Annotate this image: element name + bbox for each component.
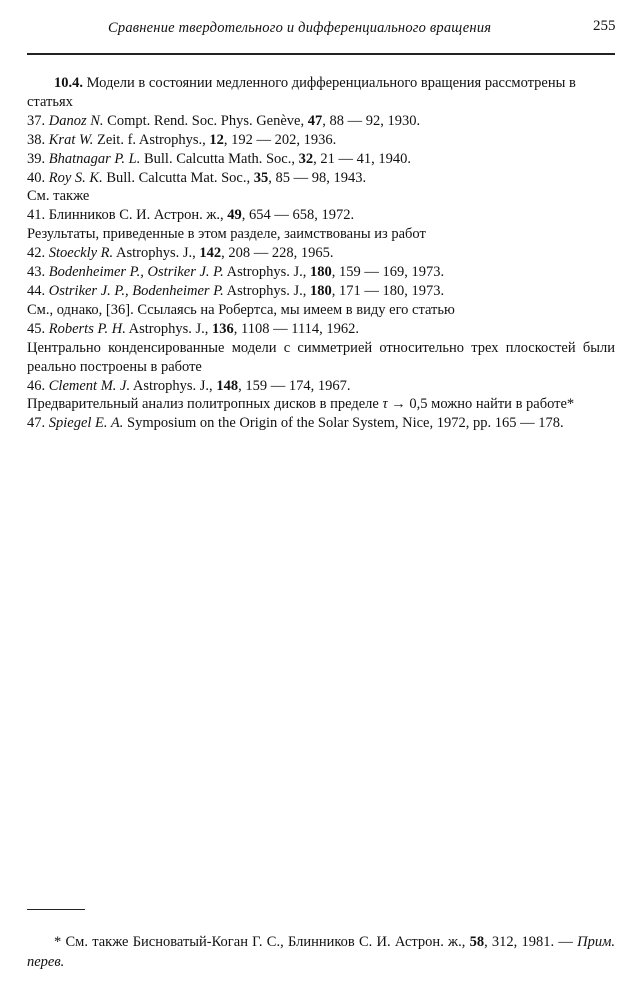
ref-volume: 148: [216, 377, 239, 394]
ref-source: Блинников С. И. Астрон. ж.,: [48, 207, 228, 224]
ref-volume: 180: [310, 282, 332, 299]
ref-volume: 142: [199, 245, 222, 262]
ref-author: Danoz N.: [48, 112, 104, 129]
reference-45: [27, 320, 615, 339]
ref-source: Bull. Calcutta Math. Soc.,: [140, 150, 299, 167]
ref-separator: ,: [140, 264, 148, 281]
ref-author: Stoeckly R.: [48, 245, 114, 262]
reference-38: [27, 131, 615, 150]
ref-volume: 47: [307, 112, 323, 129]
see-also-text: См. также: [27, 188, 90, 205]
reference-42: [27, 244, 615, 263]
ref-pages-year: , 21 — 41, 1940.: [313, 150, 411, 167]
running-header-title: Сравнение твердотельного и дифференциального вращения: [108, 20, 492, 36]
reference-44: [27, 282, 615, 301]
ref-pages-year: , 88 — 92, 1930.: [322, 112, 421, 129]
ref-volume: 180: [310, 264, 332, 281]
section-intro-text: Модели в состоянии медленного дифференциального вращения рассмотрены в статьях: [27, 75, 576, 110]
footnote-text: * См. также Бисноватый-Коган Г. С., Блинников С. И. Астрон. ж.,: [54, 934, 470, 950]
references-body: [27, 74, 615, 433]
footnote-rule: [27, 909, 85, 910]
ref-pages-year: , 85 — 98, 1943.: [268, 169, 367, 186]
ref-pages-year: , 1108 — 1114, 1962.: [233, 320, 360, 337]
ref-author: Roberts P. H.: [48, 320, 126, 337]
ref-author: Bodenheimer P.: [132, 282, 224, 299]
ref-number: 45.: [27, 320, 49, 337]
ref-source: Compt. Rend. Soc. Phys. Genève,: [103, 112, 308, 129]
page-number: 255: [593, 18, 616, 34]
reference-41: [27, 206, 615, 225]
ref-pages-year: , 171 — 180, 1973.: [331, 282, 445, 299]
results-text: Результаты, приведенные в этом разделе, заимствованы из работ: [27, 226, 426, 243]
ref-number: 43.: [27, 264, 49, 281]
reference-39: [27, 150, 615, 169]
ref-pages-year: , 159 — 174, 1967.: [238, 377, 351, 394]
ref-number: 42.: [27, 245, 49, 262]
tau-symbol: τ: [382, 396, 388, 413]
ref-pages-year: , 192 — 202, 1936.: [223, 131, 337, 148]
ref-pages-year: , 159 — 169, 1973.: [331, 264, 445, 281]
ref-volume: 12: [209, 131, 224, 148]
prelim-text: → 0,5 можно найти в работе*: [387, 396, 575, 413]
ref-source: Astrophys. J.,: [223, 264, 311, 281]
ref-number: 39.: [27, 150, 49, 167]
ref-source: Bull. Calcutta Mat. Soc.,: [102, 169, 254, 186]
ref-source: Symposium on the Origin of the Solar System, Nice, 1972, pp. 165 — 178.: [123, 415, 564, 432]
ref-source: Astrophys. J.,: [130, 377, 217, 394]
ref-number: 44.: [27, 282, 49, 299]
ref-author: Bhatnagar P. L.: [48, 150, 141, 167]
ref-separator: ,: [125, 282, 133, 299]
reference-37: [27, 112, 615, 131]
footnote: [27, 932, 615, 972]
ref-volume: 136: [212, 320, 234, 337]
ref-number: 40.: [27, 169, 49, 186]
ref-source: Astrophys. J.,: [125, 320, 213, 337]
footnote-volume: 58: [469, 934, 485, 950]
reference-47: [27, 414, 615, 433]
ref-pages-year: , 208 — 228, 1965.: [221, 245, 334, 262]
ref-author: Bodenheimer P.: [48, 264, 141, 281]
ref-source: Astrophys. J.,: [223, 282, 311, 299]
ref-author: Ostriker J. P.: [147, 264, 224, 281]
ref-author: Spiegel E. A.: [48, 415, 124, 432]
ref-pages-year: , 654 — 658, 1972.: [241, 207, 355, 224]
reference-46: [27, 377, 615, 396]
ref-volume: 35: [253, 169, 269, 186]
preliminary-analysis-text: [27, 395, 615, 414]
ref-number: 37.: [27, 112, 49, 129]
ref-number: 38.: [27, 131, 49, 148]
reference-43: [27, 263, 615, 282]
ref-number: 46.: [27, 377, 49, 394]
prelim-text: Предварительный анализ политропных дисков в пределе: [27, 396, 383, 413]
section-number: 10.4.: [54, 75, 83, 91]
central-models-text: Центрально конденсированные модели с симметрией относительно трех плоскостей были реально построены в работе: [27, 339, 615, 375]
header-rule: [27, 53, 615, 55]
reference-40: [27, 169, 615, 188]
ref-volume: 32: [298, 150, 314, 167]
ref-number: 41.: [27, 207, 49, 224]
ref-author: Ostriker J. P.: [48, 282, 126, 299]
ref-source: Astrophys. J.,: [113, 245, 200, 262]
ref-author: Clement M. J.: [48, 377, 131, 394]
ref-number: 47.: [27, 415, 49, 432]
section-intro: [27, 74, 615, 112]
ref-source: Zeit. f. Astrophys.,: [93, 131, 210, 148]
ref-author: Roy S. K.: [48, 169, 103, 186]
ref-author: Krat W.: [48, 131, 94, 148]
translator-note: Прим. перев.: [27, 934, 615, 970]
footnote-text: , 312, 1981. —: [484, 934, 578, 950]
however-text: См., однако, [36]. Ссылаясь на Робертса, мы имеем в виду его статью: [27, 301, 455, 318]
ref-volume: 49: [227, 207, 242, 224]
